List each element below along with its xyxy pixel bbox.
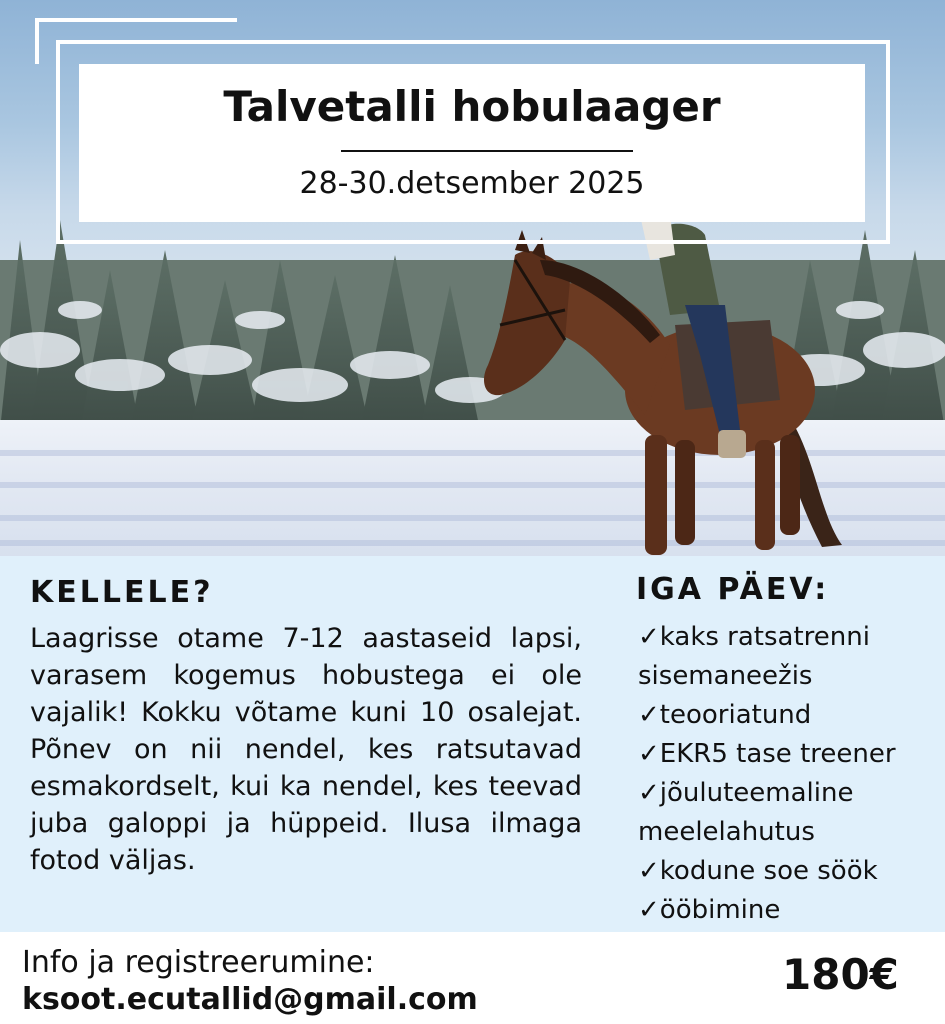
title-divider bbox=[341, 150, 633, 152]
frame-corner-top bbox=[35, 18, 237, 22]
title-card bbox=[79, 64, 865, 222]
contact-email[interactable]: ksoot.ecutallid@gmail.com bbox=[22, 982, 478, 1017]
who-heading: KELLELE? bbox=[30, 575, 214, 610]
list-item: ✓jõuluteemaline meelelahutus bbox=[638, 778, 854, 847]
frame-top bbox=[56, 40, 890, 44]
daily-list bbox=[638, 618, 938, 930]
list-item: ✓kaks ratsatrenni sisemaneežis bbox=[638, 622, 870, 691]
horse-and-rider bbox=[470, 215, 870, 556]
frame-corner-left bbox=[35, 18, 39, 64]
list-item: ✓ööbimine bbox=[638, 895, 781, 925]
daily-heading: IGA PÄEV: bbox=[636, 572, 830, 607]
event-dates: 28-30.detsember 2025 bbox=[299, 166, 645, 201]
list-item: ✓teooriatund bbox=[638, 700, 812, 730]
list-item: ✓EKR5 tase treener bbox=[638, 739, 896, 769]
price: 180€ bbox=[782, 950, 899, 999]
contact-label: Info ja registreerumine: bbox=[22, 945, 375, 980]
frame-right bbox=[886, 40, 890, 244]
poster-title: Talvetalli hobulaager bbox=[223, 82, 721, 131]
list-item: ✓kodune soe söök bbox=[638, 856, 878, 886]
frame-bottom bbox=[56, 240, 890, 244]
frame-left bbox=[56, 40, 60, 244]
who-description: Laagrisse otame 7-12 aastaseid lapsi, varasem kogemus hobustega ei ole vajalik! Kokku võtame kuni 10 osalejat. Põnev on nii nendel, kes ratsutavad esmakordselt, kui ka nendel, kes teevad juba galoppi ja hüppeid. Ilusa ilmaga fotod väljas. bbox=[30, 623, 582, 876]
